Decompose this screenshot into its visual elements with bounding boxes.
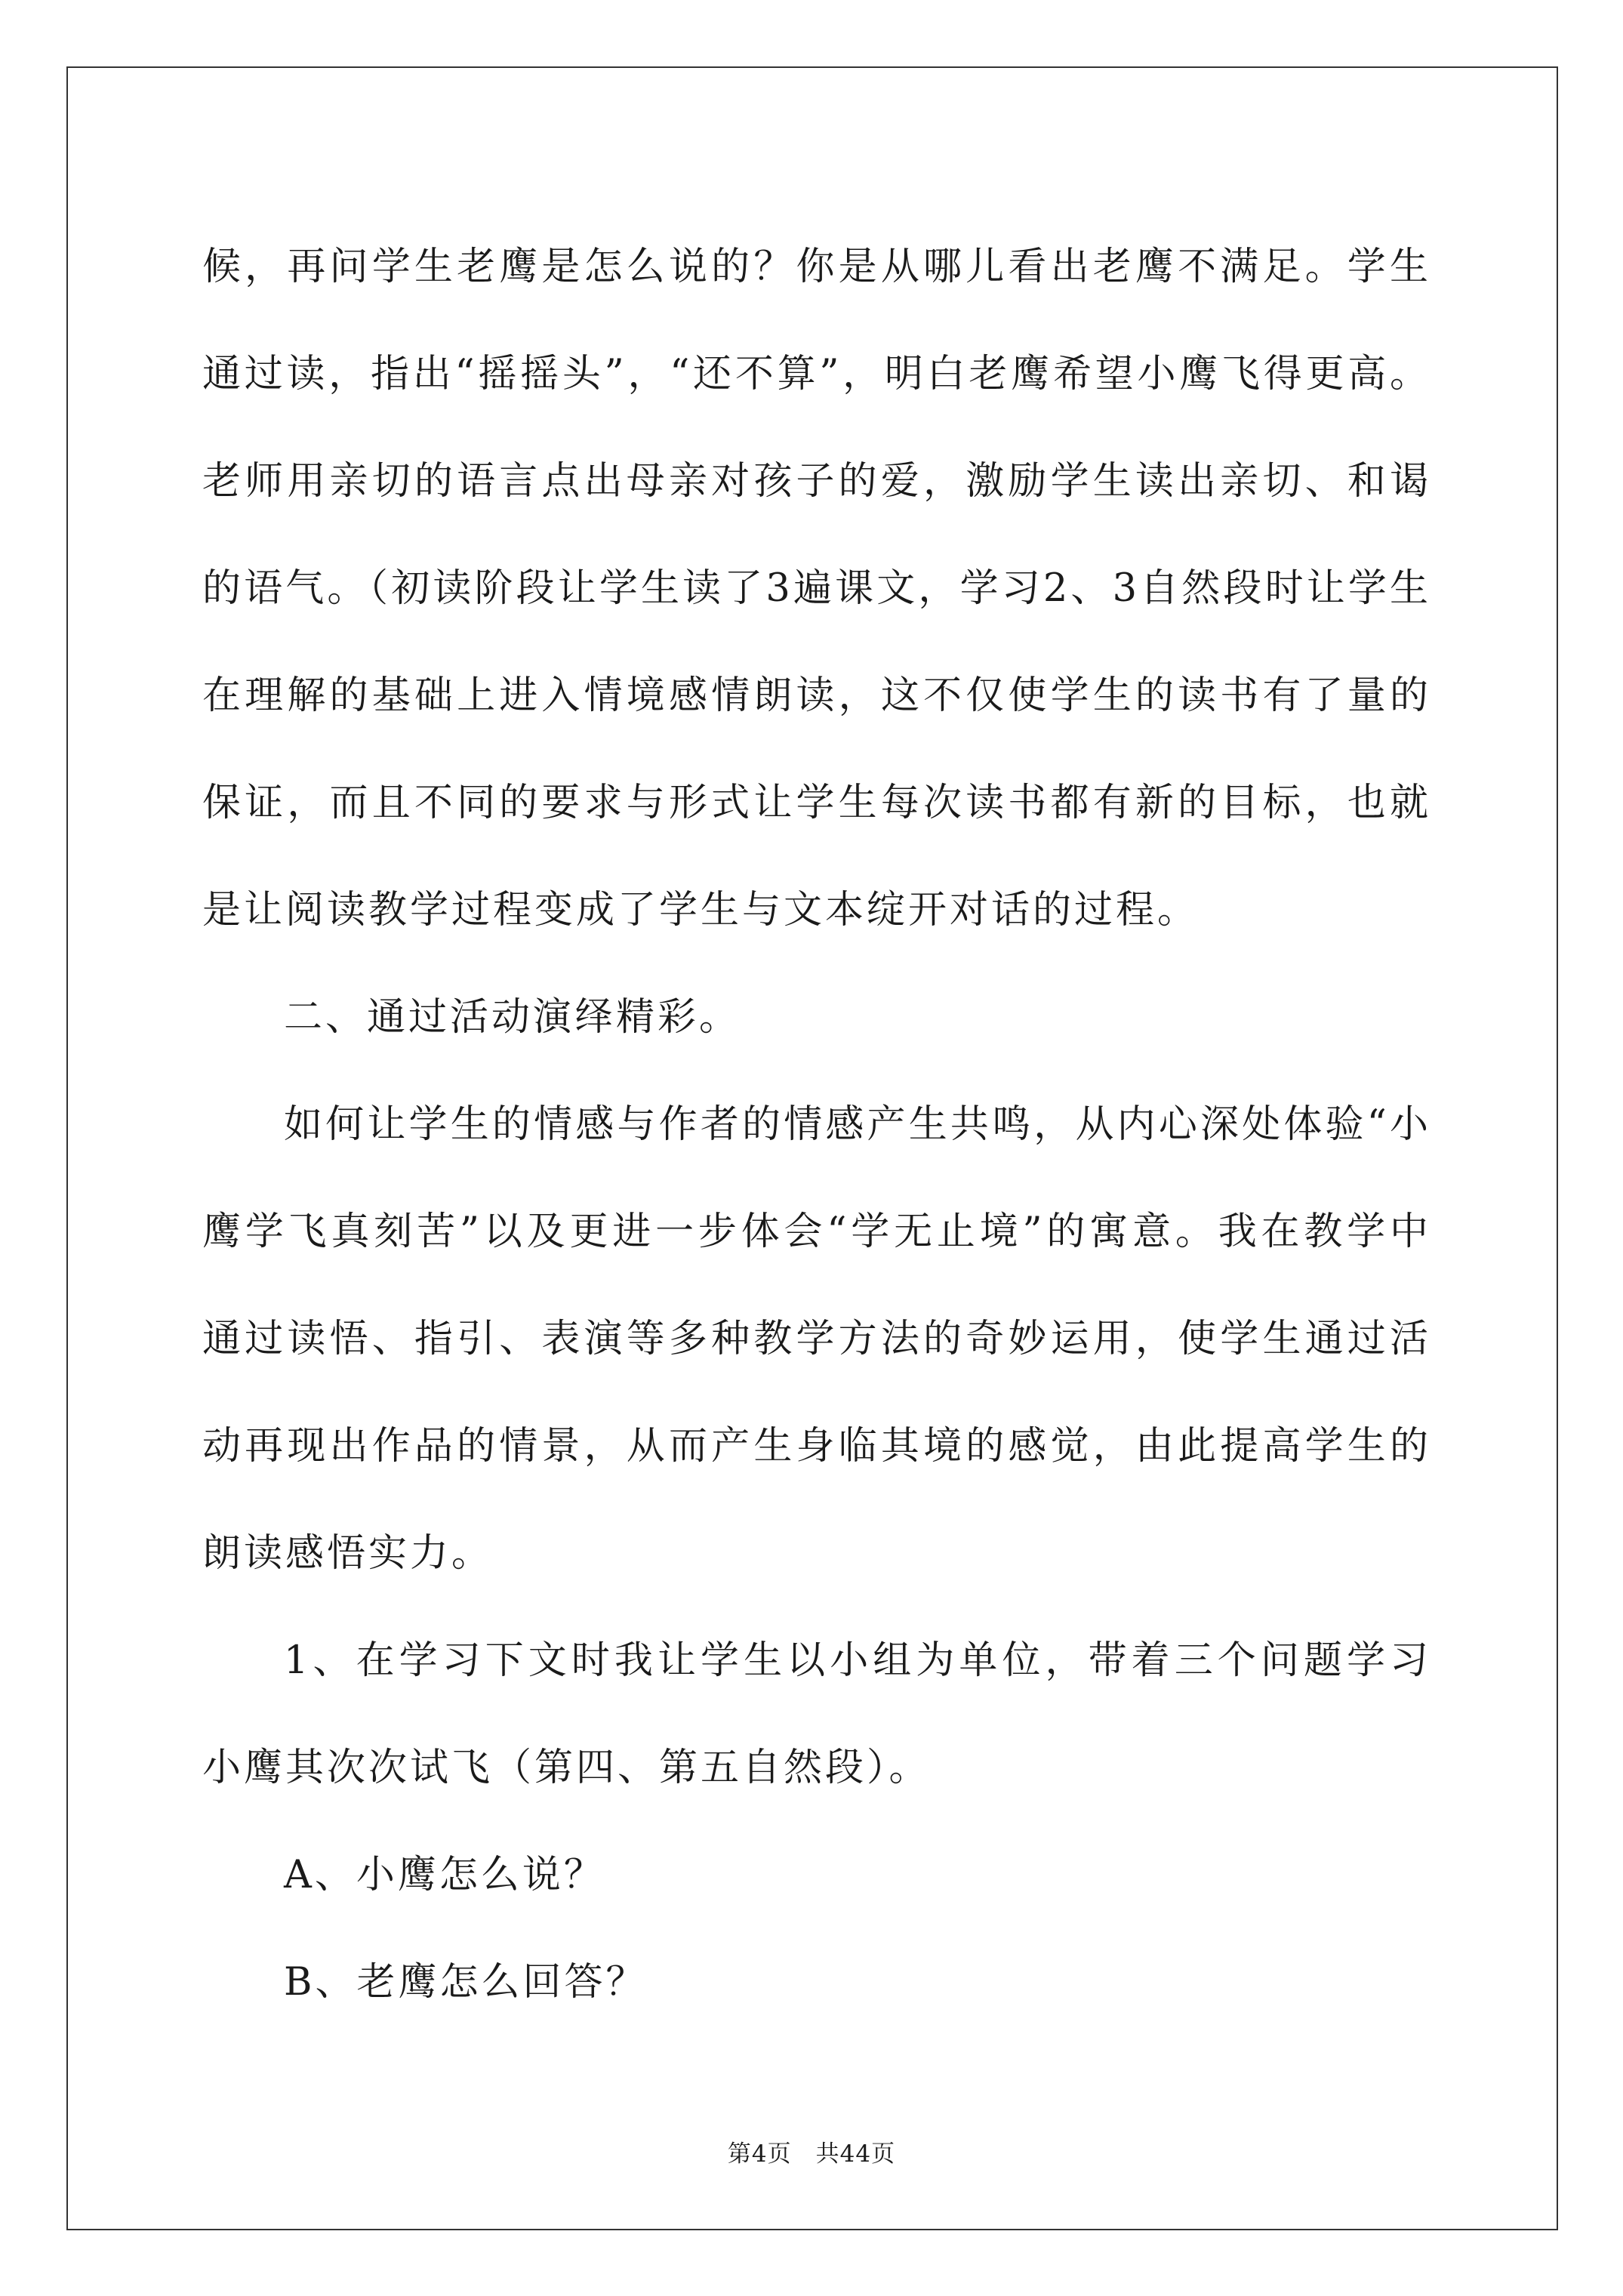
paragraph-1: 候，再问学生老鹰是怎么说的？你是从哪儿看出老鹰不满足。学生通过读，指出“摇摇头”，“还不算”，明白老鹰希望小鹰飞得更高。老师用亲切的语言点出母亲对孩子的爱，激励学生读出亲切、和谒的语气。（初读阶段让学生读了3遍课文，学习2、3自然段时让学生在理解的基础上进入情境感情朗读，这不仅使学生的读书有了量的保证，而且不同的要求与形式让学生每次读书都有新的目标，也就是让阅读教学过程变成了学生与文本绽开对话的过程。	[202, 245, 1431, 932]
section-heading: 二、通过活动演绎精彩。	[284, 995, 741, 1040]
page-number: 第4页 共44页	[727, 2140, 896, 2168]
question-b: B、老鹰怎么回答？	[284, 1960, 648, 2005]
question-a: A、小鹰怎么说？	[284, 1853, 605, 1897]
document-body	[202, 214, 1431, 2036]
paragraph-2: 如何让学生的情感与作者的情感产生共鸣，从内心深处体验“小鹰学飞真刻苦”以及更进一步体会“学无止境”的寓意。我在教学中通过读悟、指引、表演等多种教学方法的奇妙运用，使学生通过活动再现出作品的情景，从而产生身临其境的感觉，由此提高学生的朗读感悟实力。	[202, 1102, 1431, 1576]
paragraph-3: 1、在学习下文时我让学生以小组为单位，带着三个问题学习小鹰其次次试飞（第四、第五自然段）。	[202, 1638, 1431, 1790]
